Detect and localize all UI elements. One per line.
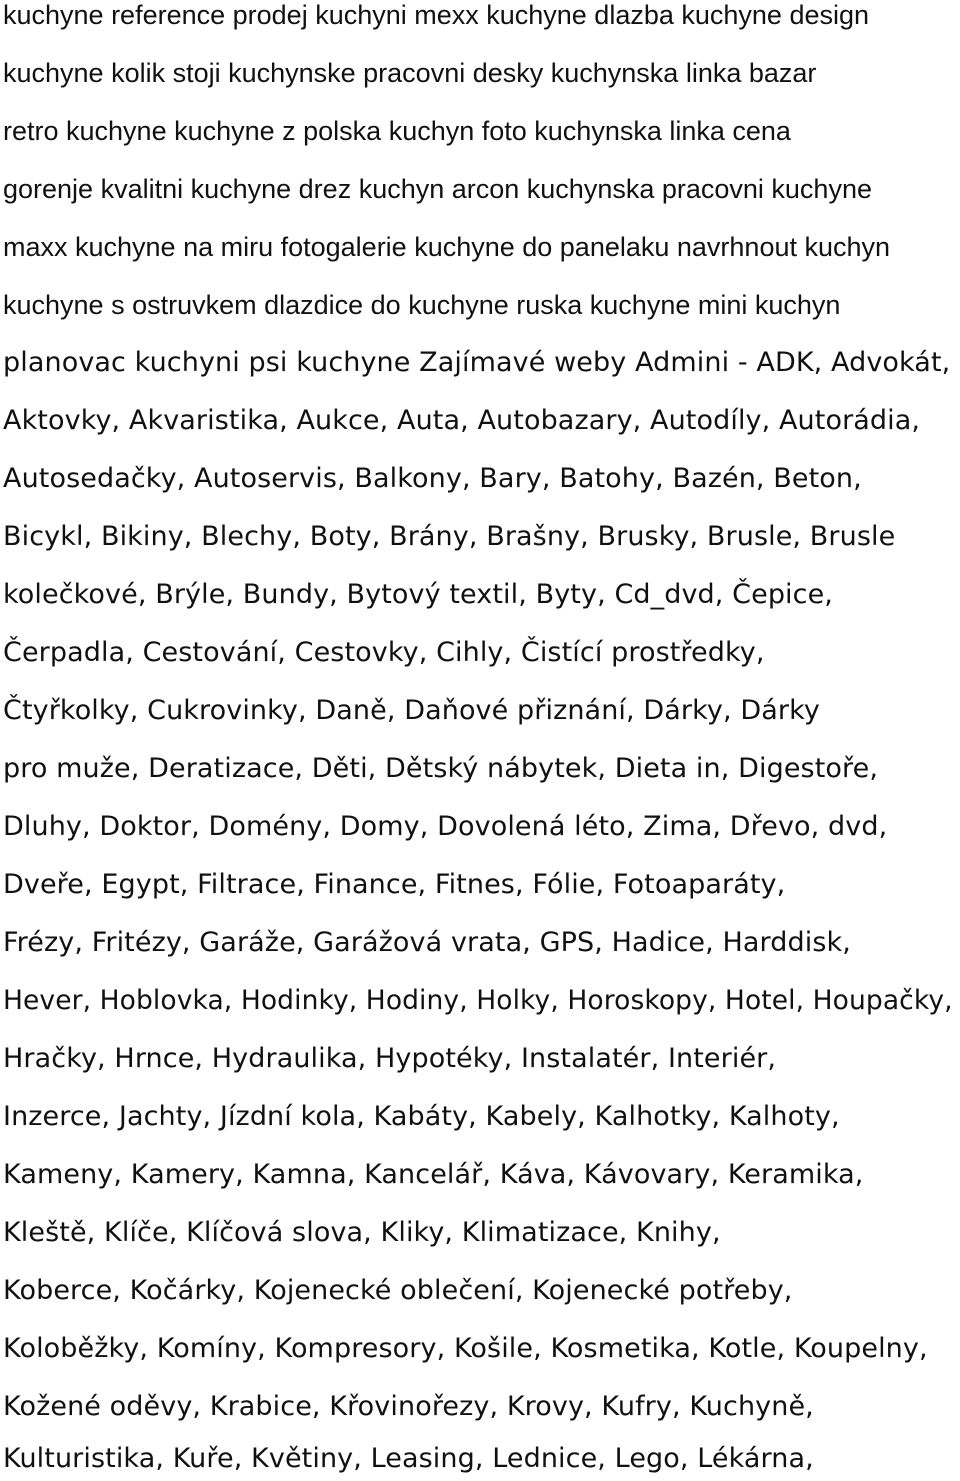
text-line: Koloběžky, Komíny, Kompresory, Košile, Kosmetika, Kotle, Koupelny, [3, 1333, 928, 1364]
text-line: Hever, Hoblovka, Hodinky, Hodiny, Holky, Horoskopy, Hotel, Houpačky, [3, 985, 953, 1016]
text-line: gorenje kvalitni kuchyne drez kuchyn arcon kuchynska pracovni kuchyne [3, 174, 872, 204]
text-line: kuchyne reference prodej kuchyni mexx kuchyne dlazba kuchyne design [3, 0, 870, 30]
text-line: Kožené oděvy, Krabice, Křovinořezy, Krovy, Kufry, Kuchyně, [3, 1391, 814, 1422]
text-line: Čtyřkolky, Cukrovinky, Daně, Daňové přiznání, Dárky, Dárky [3, 695, 820, 726]
text-line: Aktovky, Akvaristika, Aukce, Auta, Autobazary, Autodíly, Autorádia, [3, 405, 921, 436]
text-line: Kameny, Kamery, Kamna, Kancelář, Káva, Kávovary, Keramika, [3, 1159, 864, 1190]
text-line: kolečkové, Brýle, Bundy, Bytový textil, Byty, Cd_dvd, Čepice, [3, 579, 833, 610]
text-line: retro kuchyne kuchyne z polska kuchyn foto kuchynska linka cena [3, 116, 791, 146]
text-line: Bicykl, Bikiny, Blechy, Boty, Brány, Brašny, Brusky, Brusle, Brusle [3, 521, 896, 552]
text-line: kuchyne kolik stoji kuchynske pracovni desky kuchynska linka bazar [3, 58, 817, 88]
text-line: Frézy, Fritézy, Garáže, Garážová vrata, GPS, Hadice, Harddisk, [3, 927, 851, 958]
text-line: Dveře, Egypt, Filtrace, Finance, Fitnes, Fólie, Fotoaparáty, [3, 869, 786, 900]
text-line: Koberce, Kočárky, Kojenecké oblečení, Kojenecké potřeby, [3, 1275, 793, 1306]
text-line: kuchyne s ostruvkem dlazdice do kuchyne ruska kuchyne mini kuchyn [3, 290, 841, 320]
text-line: Dluhy, Doktor, Domény, Domy, Dovolená léto, Zima, Dřevo, dvd, [3, 811, 888, 842]
text-line: Kulturistika, Kuře, Květiny, Leasing, Lednice, Lego, Lékárna, [3, 1443, 814, 1474]
text-line: Inzerce, Jachty, Jízdní kola, Kabáty, Kabely, Kalhotky, Kalhoty, [3, 1101, 840, 1132]
text-line: Hračky, Hrnce, Hydraulika, Hypotéky, Instalatér, Interiér, [3, 1043, 777, 1074]
text-line: planovac kuchyni psi kuchyne Zajímavé weby Admini - ADK, Advokát, [3, 347, 951, 378]
text-line: Kleště, Klíče, Klíčová slova, Kliky, Klimatizace, Knihy, [3, 1217, 721, 1248]
text-line: Autosedačky, Autoservis, Balkony, Bary, Batohy, Bazén, Beton, [3, 463, 862, 494]
text-line: Čerpadla, Cestování, Cestovky, Cihly, Čistící prostředky, [3, 637, 765, 668]
text-line: pro muže, Deratizace, Děti, Dětský nábytek, Dieta in, Digestoře, [3, 753, 879, 784]
text-line: maxx kuchyne na miru fotogalerie kuchyne do panelaku navrhnout kuchyn [3, 232, 891, 262]
